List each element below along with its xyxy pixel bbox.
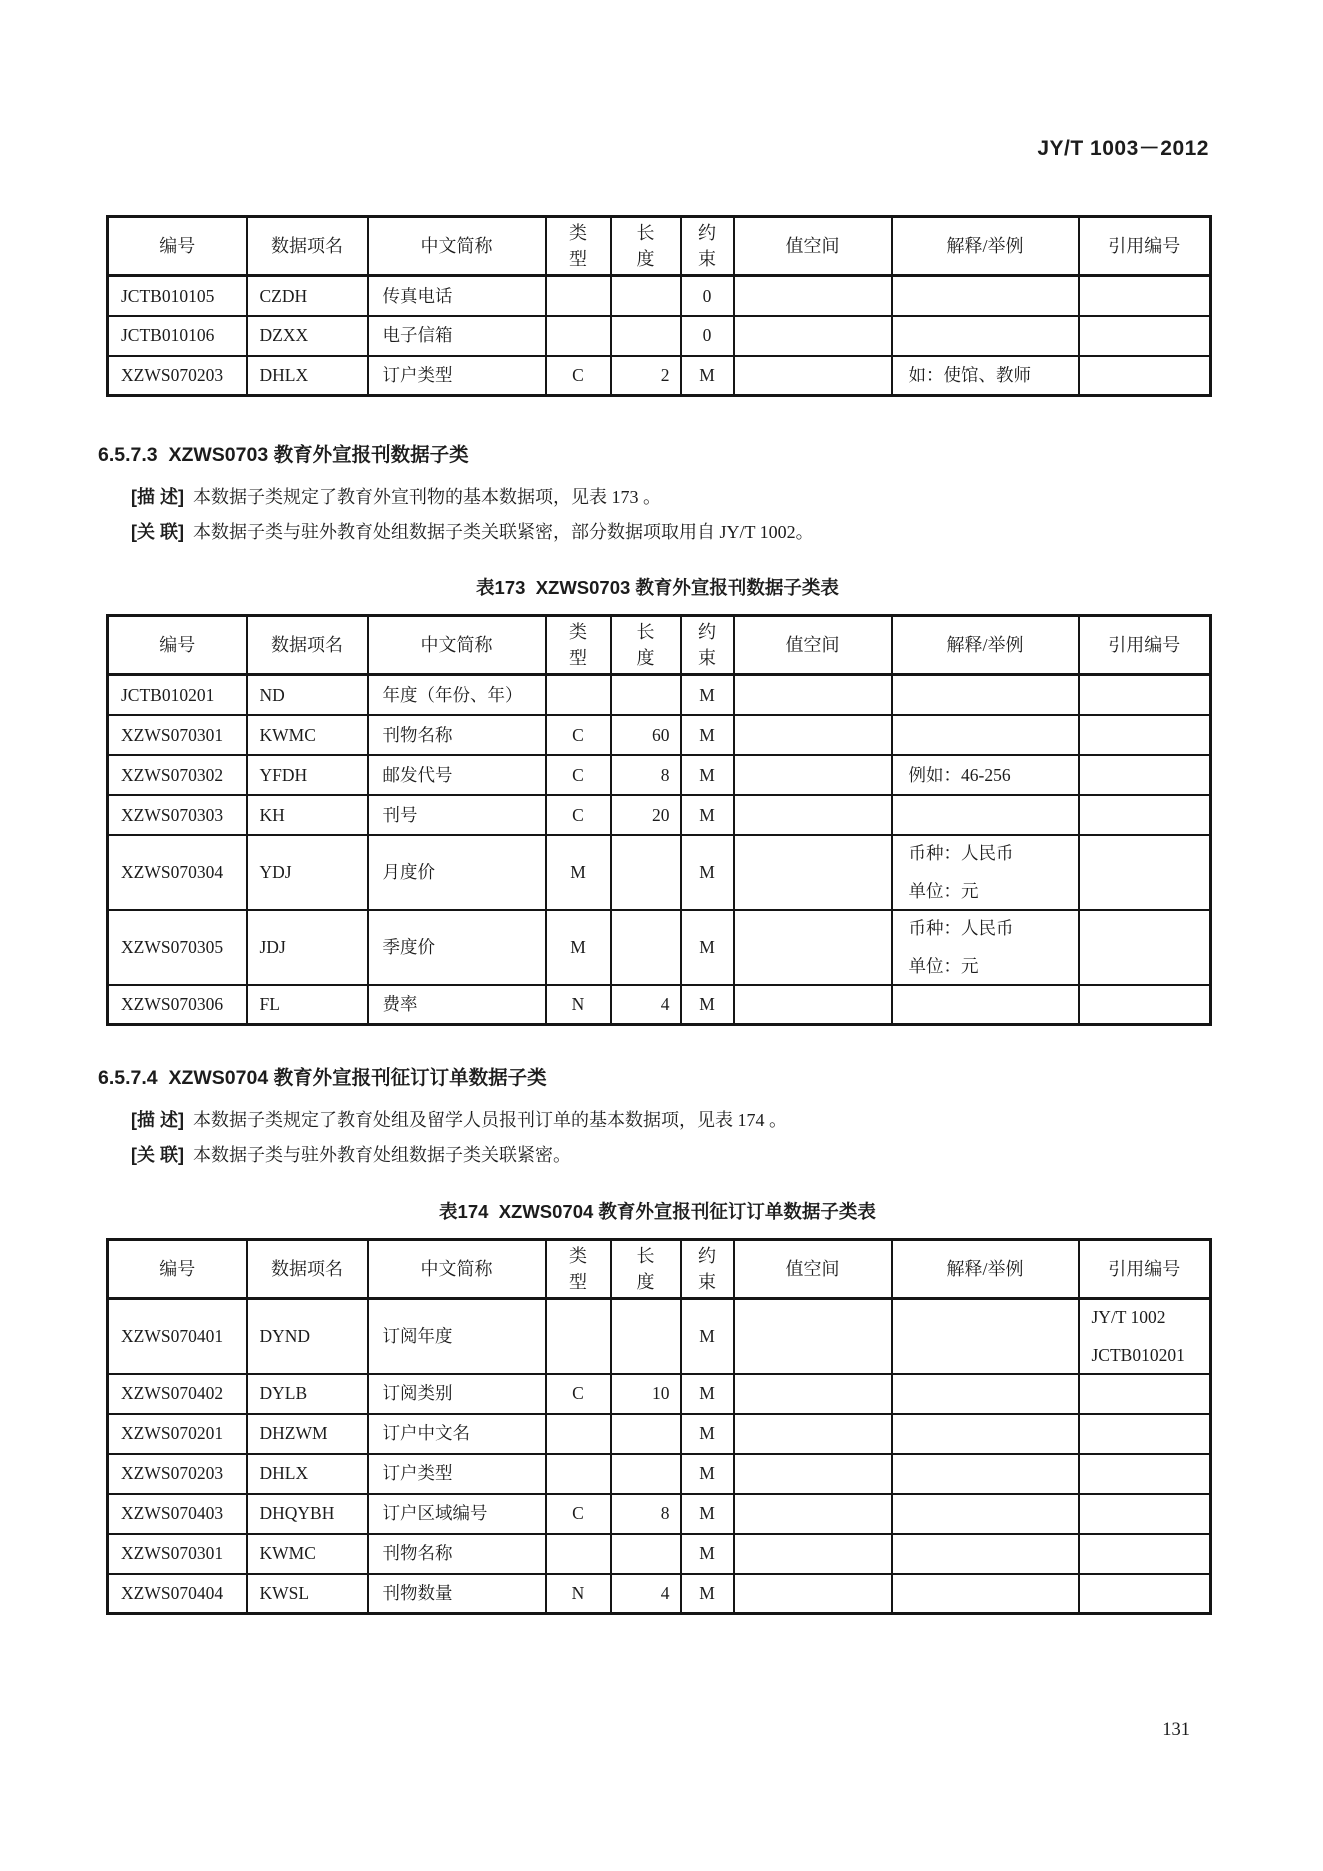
table-cell (546, 675, 611, 715)
table-cell: DZXX (247, 316, 368, 356)
table-cell (546, 316, 611, 356)
table-cell: JY/T 1002 JCTB010201 (1079, 1298, 1211, 1374)
table-cell: M (681, 675, 734, 715)
table-row (108, 1454, 1211, 1494)
table-cell: M (681, 1298, 734, 1374)
table-cell: M (681, 835, 734, 910)
table-cell (546, 1414, 611, 1454)
column-header: 编号 (108, 1239, 247, 1298)
table-cell: C (546, 1374, 611, 1414)
table-cell (1079, 1454, 1211, 1494)
column-header: 值空间 (734, 217, 892, 276)
table-cell (734, 755, 892, 795)
description-label: [描 述] (131, 1110, 184, 1131)
table-cell: 月度价 (368, 835, 546, 910)
table-cell (734, 356, 892, 396)
table-cell (1079, 985, 1211, 1025)
table-cell: JDJ (247, 910, 368, 985)
table-cell (892, 1374, 1079, 1414)
table-cell: XZWS070306 (108, 985, 247, 1025)
relation-label: [关 联] (131, 522, 184, 543)
table-cell (1079, 1494, 1211, 1534)
table-row (108, 276, 1211, 316)
description-text: 本数据子类规定了教育处组及留学人员报刊订单的基本数据项，见表 174 。 (193, 1110, 787, 1131)
table-body (108, 1298, 1211, 1614)
table-cell: 8 (611, 1494, 681, 1534)
description-paragraph (106, 1104, 1209, 1136)
table-cell: C (546, 755, 611, 795)
column-header: 数据项名 (247, 616, 368, 675)
table-173-caption: 表173 XZWS0703 教育外宣报刊数据子类表 (476, 577, 839, 599)
table-cell: XZWS070304 (108, 835, 247, 910)
table-174-caption: 表174 XZWS0704 教育外宣报刊征订订单数据子类表 (439, 1200, 876, 1222)
table-cell (611, 1534, 681, 1574)
table-cell (611, 1414, 681, 1454)
table-cell (892, 1454, 1079, 1494)
table-cell: M (681, 1534, 734, 1574)
table-cell (546, 1454, 611, 1494)
table-cell (1079, 316, 1211, 356)
table-cell: 季度价 (368, 910, 546, 985)
table-cell: XZWS070301 (108, 715, 247, 755)
table-cell: 年度（年份、年） (368, 675, 546, 715)
table-cell: DYND (247, 1298, 368, 1374)
table-cell: FL (247, 985, 368, 1025)
table-cell (546, 1534, 611, 1574)
table-cell: XZWS070201 (108, 1414, 247, 1454)
table-cell: DYLB (247, 1374, 368, 1414)
table-header (108, 217, 1211, 276)
table-cell (546, 276, 611, 316)
table-cell: 如：使馆、教师 (892, 356, 1079, 396)
table-cell: 费率 (368, 985, 546, 1025)
table-row (108, 675, 1211, 715)
table-cell (1079, 835, 1211, 910)
table-cell: C (546, 715, 611, 755)
table-cell: XZWS070404 (108, 1574, 247, 1614)
table-cell: 10 (611, 1374, 681, 1414)
table-cell (1079, 715, 1211, 755)
relation-paragraph (106, 1139, 1209, 1171)
table-cell: 刊物名称 (368, 715, 546, 755)
column-header: 类 型 (546, 217, 611, 276)
table-cell: 订户类型 (368, 356, 546, 396)
table-row (108, 1414, 1211, 1454)
table-cell (892, 1298, 1079, 1374)
table-cell (734, 1374, 892, 1414)
header-row (108, 1239, 1211, 1298)
section-heading-6-5-7-4: 6.5.7.4 XZWS0704 教育外宣报刊征订订单数据子类 (98, 1067, 547, 1090)
column-header: 引用编号 (1079, 616, 1211, 675)
table-row (108, 356, 1211, 396)
table-cell: 刊物数量 (368, 1574, 546, 1614)
table-cell: M (681, 715, 734, 755)
table-cell: 60 (611, 715, 681, 755)
section-heading-6-5-7-3: 6.5.7.3 XZWS0703 教育外宣报刊数据子类 (98, 444, 469, 467)
table-cell: 4 (611, 985, 681, 1025)
table-cell: 电子信箱 (368, 316, 546, 356)
table-173 (106, 614, 1212, 1026)
table-cell (734, 276, 892, 316)
table-cell: XZWS070203 (108, 356, 247, 396)
table-cell: C (546, 1494, 611, 1534)
table-cell: DHZWM (247, 1414, 368, 1454)
column-header: 解释/举例 (892, 217, 1079, 276)
table-body (108, 675, 1211, 1025)
column-header: 值空间 (734, 616, 892, 675)
relation-text: 本数据子类与驻外教育处组数据子类关联紧密。 (193, 1145, 571, 1166)
table-row (108, 795, 1211, 835)
table-cell: 例如：46-256 (892, 755, 1079, 795)
table-cell: M (681, 356, 734, 396)
column-header: 引用编号 (1079, 217, 1211, 276)
table-cell (892, 276, 1079, 316)
table-cell (611, 276, 681, 316)
table-cell (892, 1494, 1079, 1534)
description-text: 本数据子类规定了教育外宣刊物的基本数据项，见表 173 。 (193, 487, 661, 508)
table-cell: 传真电话 (368, 276, 546, 316)
column-header: 中文简称 (368, 1239, 546, 1298)
table-cell (734, 715, 892, 755)
table-cell: DHQYBH (247, 1494, 368, 1534)
column-header: 解释/举例 (892, 616, 1079, 675)
description-label: [描 述] (131, 487, 184, 508)
column-header: 约 束 (681, 1239, 734, 1298)
table-cell: DHLX (247, 356, 368, 396)
table-cell: 订阅类别 (368, 1374, 546, 1414)
table-row (108, 1574, 1211, 1614)
table-cell (892, 795, 1079, 835)
table-cell (1079, 1414, 1211, 1454)
table-cell (611, 910, 681, 985)
column-header: 类 型 (546, 1239, 611, 1298)
table-cell (1079, 356, 1211, 396)
table-cell: M (681, 910, 734, 985)
column-header: 数据项名 (247, 217, 368, 276)
column-header: 长 度 (611, 616, 681, 675)
table-cell (1079, 1534, 1211, 1574)
table-cell: KWMC (247, 715, 368, 755)
table-cell: C (546, 356, 611, 396)
table-cell: JCTB010105 (108, 276, 247, 316)
description-paragraph (106, 481, 1209, 513)
table-cell: DHLX (247, 1454, 368, 1494)
table-cell: XZWS070203 (108, 1454, 247, 1494)
column-header: 值空间 (734, 1239, 892, 1298)
column-header: 长 度 (611, 217, 681, 276)
table-row (108, 910, 1211, 985)
column-header: 引用编号 (1079, 1239, 1211, 1298)
table-cell: 订户类型 (368, 1454, 546, 1494)
table-cell: XZWS070302 (108, 755, 247, 795)
column-header: 中文简称 (368, 217, 546, 276)
table-row (108, 1494, 1211, 1534)
table-cell: 币种：人民币 单位：元 (892, 835, 1079, 910)
table-cell (1079, 1574, 1211, 1614)
table-cell: M (546, 835, 611, 910)
table-cell (734, 1494, 892, 1534)
column-header: 长 度 (611, 1239, 681, 1298)
table-cell: N (546, 1574, 611, 1614)
table-cell: 0 (681, 276, 734, 316)
table-cell (892, 985, 1079, 1025)
column-header: 类 型 (546, 616, 611, 675)
table-cell (734, 675, 892, 715)
table-cell (892, 1574, 1079, 1614)
table-cell (1079, 675, 1211, 715)
table-row (108, 835, 1211, 910)
table-cell (546, 1298, 611, 1374)
table-cell (1079, 1374, 1211, 1414)
table-body (108, 276, 1211, 396)
table-cell (734, 910, 892, 985)
table-cell: 8 (611, 755, 681, 795)
table-cell: C (546, 795, 611, 835)
table-cell (734, 1414, 892, 1454)
column-header: 中文简称 (368, 616, 546, 675)
table-cell: M (681, 1374, 734, 1414)
table-row (108, 755, 1211, 795)
table-cell: YDJ (247, 835, 368, 910)
table-cell: M (681, 1454, 734, 1494)
table-cell: 订户区域编号 (368, 1494, 546, 1534)
table-cell (611, 835, 681, 910)
column-header: 解释/举例 (892, 1239, 1079, 1298)
table-cell: JCTB010106 (108, 316, 247, 356)
table-cell: M (681, 755, 734, 795)
table-cell (1079, 276, 1211, 316)
table-cell: KWMC (247, 1534, 368, 1574)
table-cell: 币种：人民币 单位：元 (892, 910, 1079, 985)
table-cell: M (546, 910, 611, 985)
table-row (108, 1534, 1211, 1574)
table-cell (734, 316, 892, 356)
table-cell (734, 1534, 892, 1574)
table-cell: 刊号 (368, 795, 546, 835)
header-row (108, 217, 1211, 276)
table-cell: KH (247, 795, 368, 835)
table-cell: M (681, 1414, 734, 1454)
table-cell: XZWS070402 (108, 1374, 247, 1414)
table-row (108, 985, 1211, 1025)
table-cell: YFDH (247, 755, 368, 795)
table-cell: XZWS070301 (108, 1534, 247, 1574)
table-row (108, 1374, 1211, 1414)
table-cell: JCTB010201 (108, 675, 247, 715)
header-row (108, 616, 1211, 675)
table-cell: 4 (611, 1574, 681, 1614)
column-header: 约 束 (681, 217, 734, 276)
table-cell: ND (247, 675, 368, 715)
table-cell (611, 1298, 681, 1374)
table-cell: 2 (611, 356, 681, 396)
table-cell: 订户中文名 (368, 1414, 546, 1454)
table-cell: 订阅年度 (368, 1298, 546, 1374)
table-cell (611, 316, 681, 356)
table-row (108, 1298, 1211, 1374)
table-cell: 20 (611, 795, 681, 835)
table-cell: N (546, 985, 611, 1025)
table-cell (892, 316, 1079, 356)
table-cell: M (681, 1574, 734, 1614)
column-header: 编号 (108, 616, 247, 675)
table-cell (734, 1298, 892, 1374)
table-cell: KWSL (247, 1574, 368, 1614)
table-row (108, 316, 1211, 356)
table-cell: XZWS070305 (108, 910, 247, 985)
table-header (108, 616, 1211, 675)
table-cell: 刊物名称 (368, 1534, 546, 1574)
column-header: 约 束 (681, 616, 734, 675)
table-cell: CZDH (247, 276, 368, 316)
table-cell (1079, 755, 1211, 795)
table-cell: M (681, 795, 734, 835)
table-cell (892, 1414, 1079, 1454)
table-cell (734, 795, 892, 835)
relation-label: [关 联] (131, 1145, 184, 1166)
table-cell (892, 675, 1079, 715)
doc-number: JY/T 1003－2012 (1037, 137, 1209, 160)
table-cell (734, 1454, 892, 1494)
table-cell: M (681, 1494, 734, 1534)
table-row (108, 715, 1211, 755)
table-174 (106, 1238, 1212, 1616)
table-cell (1079, 795, 1211, 835)
table-cell (734, 985, 892, 1025)
page-number: 131 (1162, 1720, 1190, 1740)
table-cell (1079, 910, 1211, 985)
table-cell: XZWS070303 (108, 795, 247, 835)
table-continued (106, 215, 1212, 397)
table-cell (734, 835, 892, 910)
table-header (108, 1239, 1211, 1298)
table-cell: M (681, 985, 734, 1025)
table-cell (611, 675, 681, 715)
column-header: 数据项名 (247, 1239, 368, 1298)
relation-paragraph (106, 516, 1209, 548)
table-cell: 0 (681, 316, 734, 356)
table-cell (892, 715, 1079, 755)
table-cell (734, 1574, 892, 1614)
table-cell (892, 1534, 1079, 1574)
column-header: 编号 (108, 217, 247, 276)
table-cell: XZWS070403 (108, 1494, 247, 1534)
table-cell: 邮发代号 (368, 755, 546, 795)
table-cell (611, 1454, 681, 1494)
table-cell: XZWS070401 (108, 1298, 247, 1374)
relation-text: 本数据子类与驻外教育处组数据子类关联紧密，部分数据项取用自 JY/T 1002。 (193, 522, 814, 543)
